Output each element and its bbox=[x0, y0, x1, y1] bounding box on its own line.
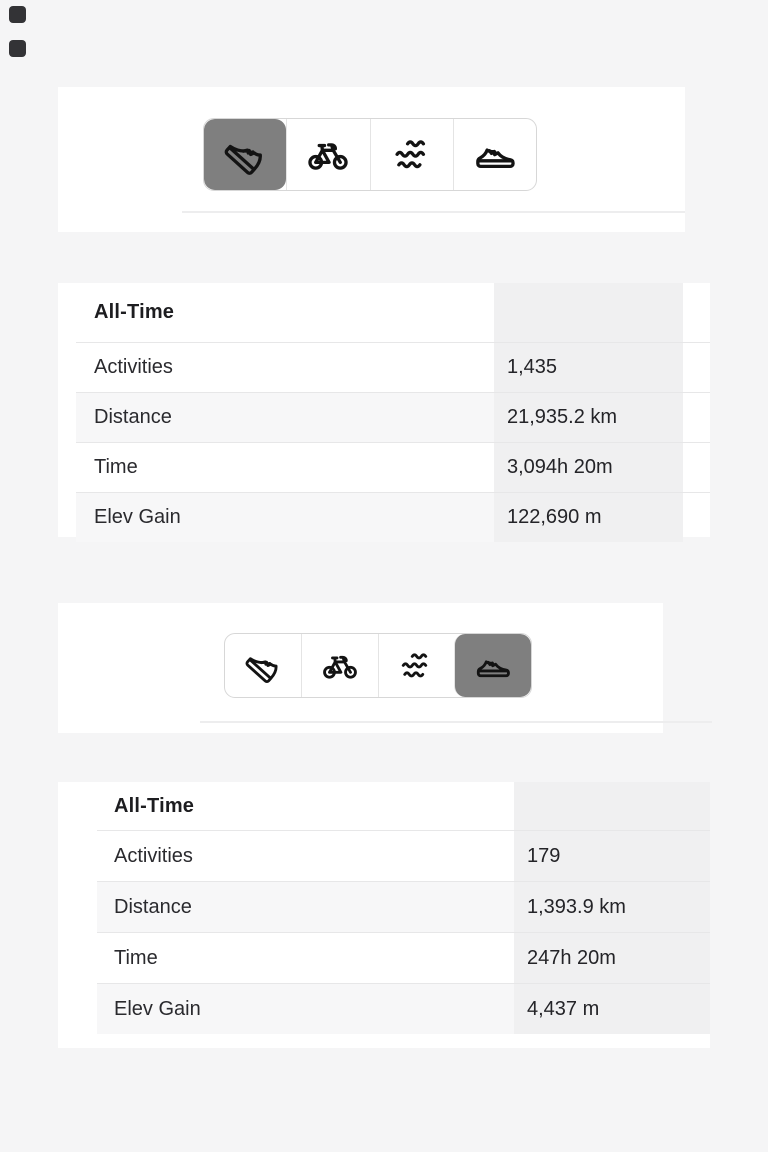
walking-shoe-icon bbox=[474, 134, 516, 176]
sport-type-segmented-control bbox=[203, 118, 537, 191]
sport-tab-swim[interactable] bbox=[370, 119, 453, 190]
row-value: 122,690 m bbox=[494, 493, 683, 542]
running-shoe-icon bbox=[245, 648, 281, 684]
divider-line bbox=[182, 211, 685, 213]
row-value: 1,393.9 km bbox=[514, 882, 710, 932]
table-row bbox=[76, 392, 710, 442]
running-shoe-icon bbox=[224, 134, 266, 176]
row-value: 4,437 m bbox=[514, 984, 710, 1034]
sport-tab-run[interactable] bbox=[225, 634, 301, 697]
row-label: Distance bbox=[76, 393, 494, 442]
sport-type-segmented-control bbox=[224, 633, 532, 698]
row-value: 21,935.2 km bbox=[494, 393, 683, 442]
table-header-spacer bbox=[494, 283, 683, 342]
table-row bbox=[76, 342, 710, 392]
bicycle-icon bbox=[322, 648, 358, 684]
swim-waves-icon bbox=[398, 648, 434, 684]
row-label: Time bbox=[114, 946, 158, 969]
table-row bbox=[97, 932, 710, 983]
sport-tab-run[interactable] bbox=[204, 119, 286, 190]
row-label: Elev Gain bbox=[76, 493, 494, 542]
row-label: Activities bbox=[94, 356, 173, 378]
table-title: All-Time bbox=[94, 301, 175, 323]
corner-marker-icon bbox=[9, 6, 26, 23]
table-row bbox=[97, 983, 710, 1034]
sport-tab-ride[interactable] bbox=[286, 119, 369, 190]
walking-shoe-icon bbox=[475, 648, 511, 684]
corner-marker-icon bbox=[9, 40, 26, 57]
row-label: Elev Gain bbox=[97, 984, 514, 1034]
all-time-stats-card-walk bbox=[58, 782, 710, 1048]
row-label: Activities bbox=[114, 844, 193, 867]
row-label: Time bbox=[94, 456, 138, 478]
sport-selector-card-run bbox=[58, 87, 685, 232]
row-value: 247h 20m bbox=[514, 933, 710, 983]
all-time-stats-card-run bbox=[58, 283, 710, 537]
divider-line bbox=[200, 721, 712, 723]
row-label: Distance bbox=[97, 882, 514, 932]
table-row bbox=[97, 881, 710, 932]
swim-waves-icon bbox=[391, 134, 433, 176]
bicycle-icon bbox=[307, 134, 349, 176]
table-title: All-Time bbox=[114, 794, 195, 817]
sport-tab-walk[interactable] bbox=[453, 119, 536, 190]
table-header-row bbox=[76, 283, 710, 342]
table-header-row bbox=[97, 782, 710, 830]
row-value: 1,435 bbox=[494, 343, 683, 392]
table-row bbox=[76, 442, 710, 492]
all-time-stats-table bbox=[97, 782, 710, 1034]
table-row bbox=[97, 830, 710, 881]
all-time-stats-table bbox=[76, 283, 710, 542]
row-value: 3,094h 20m bbox=[494, 443, 683, 492]
sport-tab-ride[interactable] bbox=[301, 634, 378, 697]
sport-tab-swim[interactable] bbox=[378, 634, 455, 697]
row-value: 179 bbox=[514, 831, 710, 881]
table-row bbox=[76, 492, 710, 542]
table-header-spacer bbox=[514, 782, 710, 830]
sport-tab-walk[interactable] bbox=[454, 634, 531, 697]
sport-selector-card-walk bbox=[58, 603, 663, 733]
